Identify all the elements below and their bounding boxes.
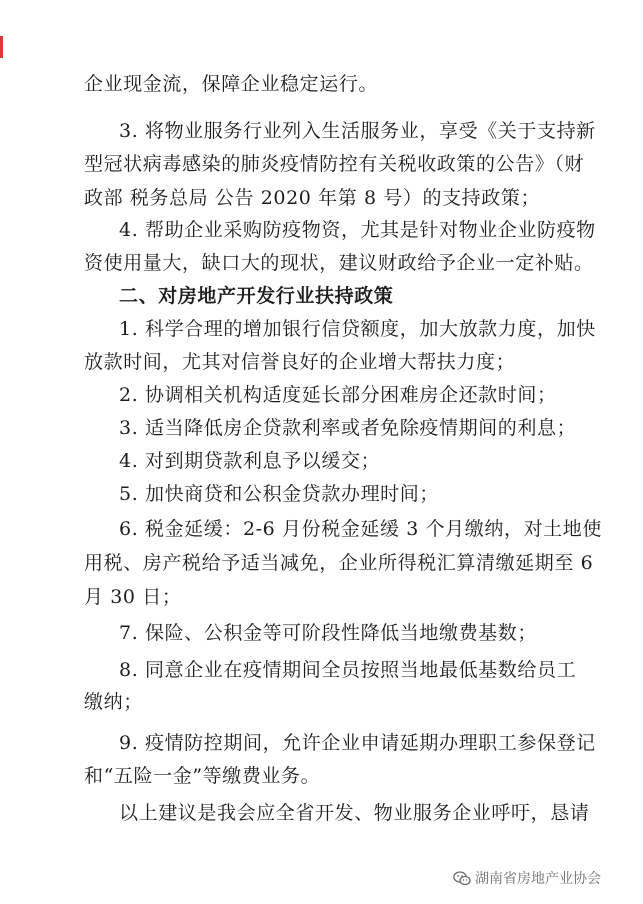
- policy-2-line: 2. 协调相关机构适度延长部分困难房企还款时间；: [119, 384, 557, 406]
- policy-9-line-1: 9. 疫情防控期间，允许企业申请延期办理职工参保登记: [119, 732, 596, 754]
- watermark-text: 湖南省房地产业协会: [475, 871, 601, 887]
- body-line-cash-flow: 企业现金流，保障企业稳定运行。: [84, 73, 379, 95]
- policy-6-line-3: 月 30 日；: [84, 586, 182, 608]
- policy-3-line: 3. 适当降低房企贷款利率或者免除疫情期间的利息；: [119, 417, 577, 439]
- section-heading: 二、对房地产开发行业扶持政策: [119, 285, 394, 307]
- item-4-line-1: 4. 帮助企业采购防疫物资，尤其是针对物业企业防疫物: [119, 219, 596, 241]
- closing-line: 以上建议是我会应全省开发、物业服务企业呼吁，恳请: [119, 802, 590, 824]
- policy-6-line-1: 6. 税金延缓：2-6 月份税金延缓 3 个月缴纳，对土地使: [119, 518, 602, 540]
- policy-1-line-1: 1. 科学合理的增加银行信贷额度，加大放款力度，加快: [119, 318, 596, 340]
- item-4-line-2: 资使用量大，缺口大的现状，建议财政给予企业一定补贴。: [84, 252, 594, 274]
- policy-5-line: 5. 加快商贷和公积金贷款办理时间；: [119, 483, 439, 505]
- policy-7-line: 7. 保险、公积金等可阶段性降低当地缴费基数；: [119, 622, 537, 644]
- item-3-line-1: 3. 将物业服务行业列入生活服务业，享受《关于支持新: [119, 120, 596, 142]
- wechat-watermark: [453, 868, 601, 888]
- policy-1-line-2: 放款时间，尤其对信誉良好的企业增大帮扶力度；: [84, 351, 516, 373]
- item-3-line-2: 型冠状病毒感染的肺炎疫情防控有关税收政策的公告》（财: [84, 153, 585, 175]
- policy-8-line-1: 8. 同意企业在疫情期间全员按照当地最低基数给员工: [119, 659, 577, 681]
- policy-6-line-2: 用税、房产税给予适当减免，企业所得税汇算清缴延期至 6: [84, 552, 594, 574]
- wechat-icon: [453, 871, 471, 886]
- policy-8-line-2: 缴纳；: [84, 691, 143, 713]
- policy-9-line-2: 和“五险一金”等缴费业务。: [84, 765, 321, 787]
- policy-4-line: 4. 对到期贷款利息予以缓交；: [119, 450, 381, 472]
- item-3-line-3: 政部 税务总局 公告 2020 年第 8 号）的支持政策；: [84, 187, 541, 209]
